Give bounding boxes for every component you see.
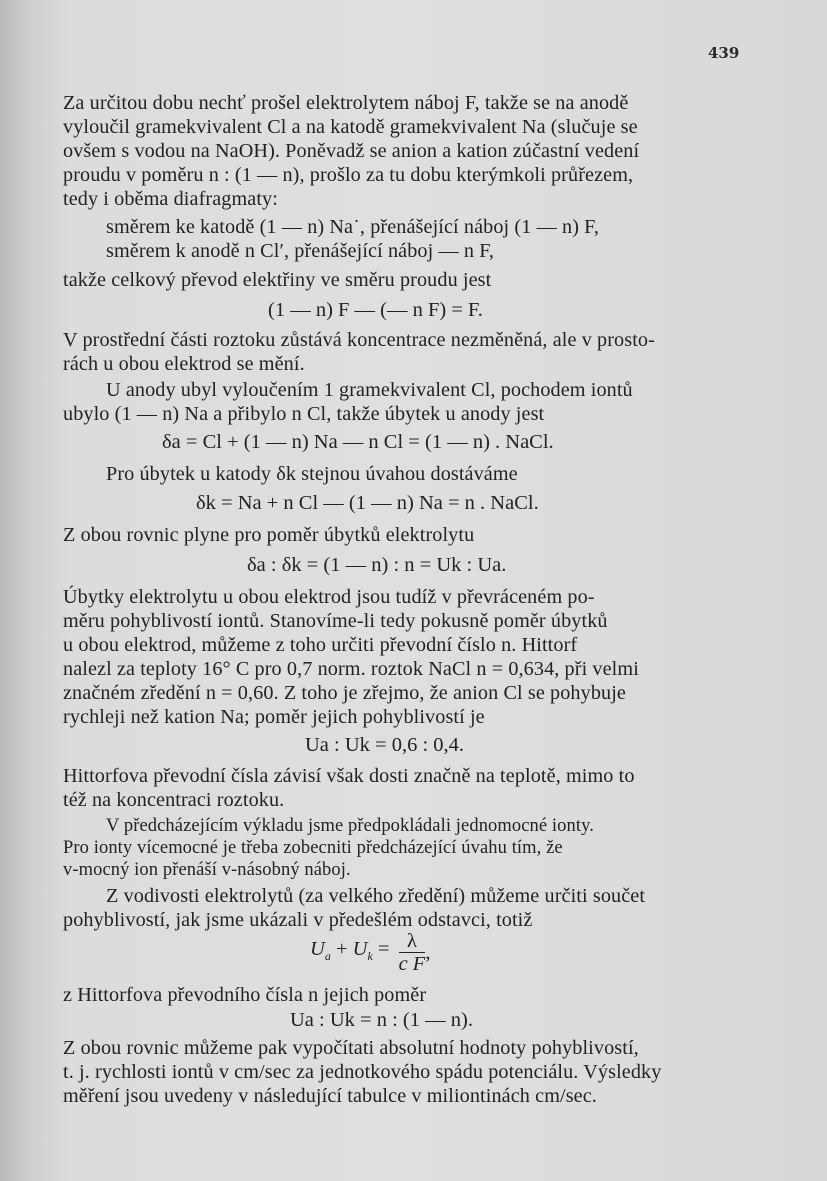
text-line: měru pohyblivostí iontů. Stanovíme-li tedy pokusně poměr úbytků [63,610,608,632]
text-line: tedy i oběma diafragmaty: [63,188,278,210]
text-line: Úbytky elektrolytu u obou elektrod jsou tudíž v převráceném po- [63,586,595,608]
equation-charge-transfer: (1 — n) F — (— n F) = F. [268,299,483,321]
page-number: 439 [708,44,740,62]
text-line: Pro úbytek u katody δk stejnou úvahou dostáváme [106,463,518,485]
fraction [399,930,426,975]
text-line: měření jsou uvedeny v následující tabulce v miliontinách cm/sec. [63,1085,597,1107]
equation-mobility-ratio: Ua : Uk = 0,6 : 0,4. [305,734,465,756]
text-line: proudu v poměru n : (1 — n), prošlo za tu dobu kterýmkoli průřezem, [63,164,634,186]
text-line: ubylo (1 — n) Na a přibylo n Cl, takže úbytek u anody jest [63,403,545,425]
text-line: značném zředění n = 0,60. Z toho je zřejmo, že anion Cl se pohybuje [63,682,626,704]
text-line: směrem k anodě n Cl′, přenášející náboj — n F, [106,240,495,262]
equation-ratio: δa : δk = (1 — n) : n = Uk : Ua. [247,554,507,576]
text-line: z Hittorfova převodního čísla n jejich poměr [63,984,427,1006]
text-line: Hittorfova převodní čísla závisí však dosti značně na teplotě, mimo to [63,765,635,787]
text-line: takže celkový převod elektřiny ve směru proudu jest [63,269,492,291]
text-line: směrem ke katodě (1 — n) Na˙, přenášející náboj (1 — n) F, [106,216,600,238]
text-line: v-mocný ion přenáší v-násobný náboj. [63,860,351,880]
text-line: rychleji než kation Na; poměr jejich pohyblivostí je [63,706,485,728]
fraction-numerator: λ [399,930,426,953]
equation-delta-k: δk = Na + n Cl — (1 — n) Na = n . NaCl. [196,492,539,514]
text-line: Pro ionty vícemocné je třeba zobecniti předcházející úvahu tím, že [63,838,563,858]
text-line: nalezl za teploty 16° C pro 0,7 norm. roztok NaCl n = 0,634, při velmi [63,658,639,680]
text-line: Z obou rovnic plyne pro poměr úbytků elektrolytu [63,524,475,546]
text-line: Z vodivosti elektrolytů (za velkého zředění) můžeme určiti součet [106,885,646,907]
text-line: Za určitou dobu nechť prošel elektrolytem náboj F, takže se na anodě [63,92,629,114]
text-line: t. j. rychlosti iontů v cm/sec za jednotkového spádu potenciálu. Výsledky [63,1061,662,1083]
text-line: u obou elektrod, můžeme z toho určiti převodní číslo n. Hittorf [63,634,578,656]
equation-mobility-sum: $U_a + U_k$ = $\frac{\lambda}{\text{c F}}$ , [310,930,431,975]
text-line: V prostřední části roztoku zůstává koncentrace nezměněná, ale v prosto- [63,329,655,351]
text-line: ovšem s vodou na NaOH). Poněvadž se anion a kation zúčastní vedení [63,140,640,162]
equation-hittorf-ratio: Ua : Uk = n : (1 — n). [290,1009,473,1031]
text-line: V předcházejícím výkladu jsme předpokládali jednomocné ionty. [106,816,594,836]
equation-lhs: $U_a + U_k$ = [310,937,390,964]
text-line: rách u obou elektrod se mění. [63,353,305,375]
text-line: pohyblivostí, jak jsme ukázali v předešlém odstavci, totiž [63,909,533,931]
text-line: Z obou rovnic můžeme pak vypočítati absolutní hodnoty pohyblivostí, [63,1037,639,1059]
text-line: vyloučil gramekvivalent Cl a na katodě gramekvivalent Na (slučuje se [63,116,638,138]
equation-delta-a: δa = Cl + (1 — n) Na — n Cl = (1 — n) . NaCl. [162,431,554,453]
text-line: U anody ubyl vyloučením 1 gramekvivalent Cl, pochodem iontů [106,379,633,401]
fraction-denominator: c F [398,953,426,975]
text-line: též na koncentraci roztoku. [63,789,285,811]
